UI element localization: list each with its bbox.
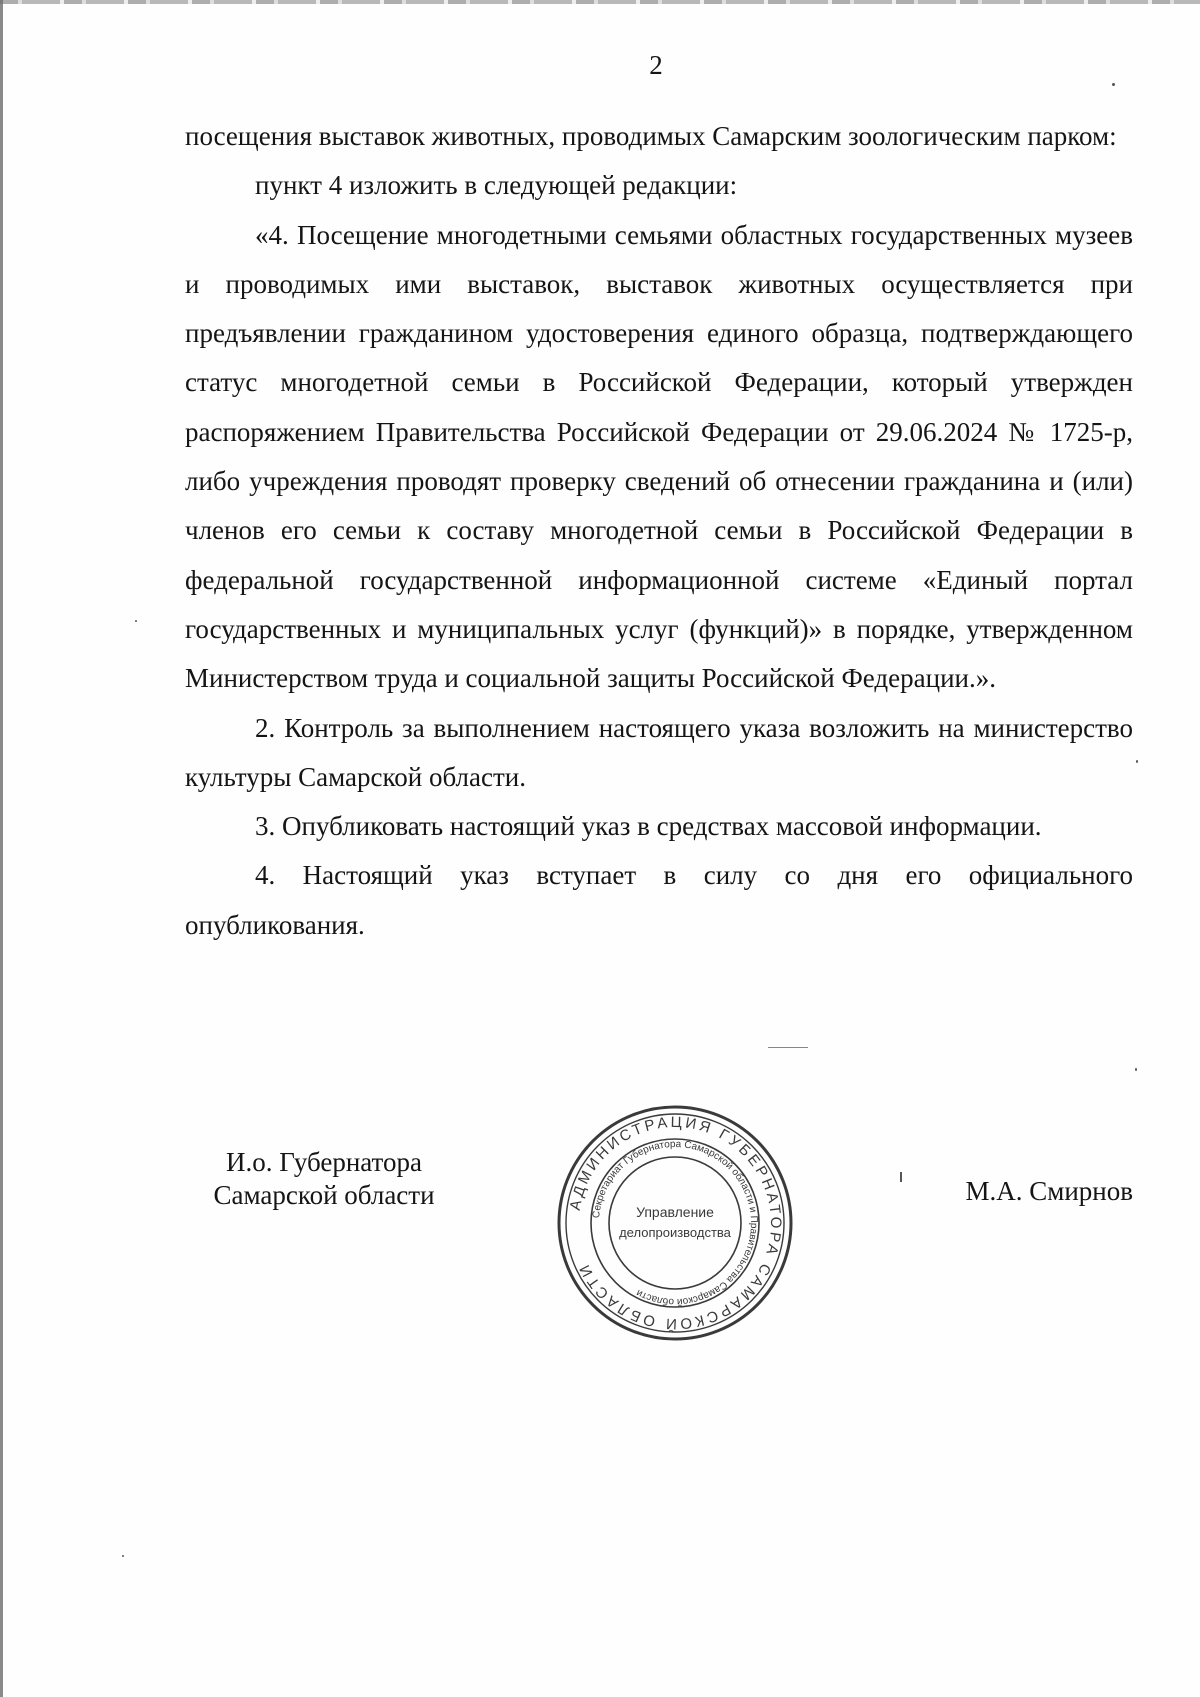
official-seal-stamp: [552, 1100, 798, 1346]
scan-speck: [122, 1555, 124, 1557]
stamp-center-line2: делопроизводства: [619, 1225, 731, 1240]
stamp-inner-ring: [609, 1157, 741, 1289]
scan-speck: [1136, 760, 1138, 763]
signatory-name: М.А. Смирнов: [965, 1176, 1133, 1206]
page-number: 2: [649, 50, 663, 80]
scan-speck: [135, 620, 137, 622]
signatory-position-line1: И.о. Губернатора: [225, 1147, 422, 1177]
paragraph: 2. Контроль за выполнением настоящего указа возложить на министерство культуры Самарской области.: [185, 712, 1133, 792]
scan-speck: [900, 1172, 902, 1182]
stamp-outer-text: АДМИНИСТРАЦИЯ ГУБЕРНАТОРА САМАРСКОЙ ОБЛАСТИ: [566, 1113, 785, 1333]
stamp-inner-text: Секретариат Губернатора Самарской области и Правительства Самарской области: [591, 1138, 760, 1308]
paragraph: 3. Опубликовать настоящий указ в средствах массовой информации.: [255, 811, 1042, 842]
scan-speck: [1112, 83, 1115, 86]
paragraph: пункт 4 изложить в следующей редакции:: [255, 170, 738, 201]
scan-speck: [1135, 1068, 1137, 1071]
paragraph: 4. Настоящий указ вступает в силу со дня его официального опубликования.: [185, 860, 1133, 940]
scan-edge-top: [0, 0, 1200, 4]
stamp-center-line1: Управление: [636, 1204, 714, 1220]
scan-speck: [768, 1047, 808, 1048]
paragraph: «4. Посещение многодетными семьями областных государственных музеев и проводимых ими выставок, выставок животных осуществляется при предъявлении гражданином удостоверения единого образца, подтверждающего статус многодетной семьи в Российской Федерации, который утвержден распоряжением Правительства Российской Федерации от 29.06.2024 № 1725-р, либо учреждения проводят проверку сведений об отнесении гражданина и (или) членов его семьи к составу многодетной семьи в Российской Федерации в федеральной государственной информационной системе «Единый портал государственных и муниципальных услуг (функций)» в порядке, утвержденном Министерством труда и социальной защиты Российской Федерации.».: [185, 219, 1133, 694]
signatory-position: [194, 1146, 454, 1212]
paragraph: посещения выставок животных, проводимых Самарским зоологическим парком:: [185, 121, 1117, 151]
document-body: [185, 112, 1133, 950]
scan-edge-left: [0, 0, 3, 1697]
signatory-position-line2: Самарской области: [213, 1180, 435, 1210]
